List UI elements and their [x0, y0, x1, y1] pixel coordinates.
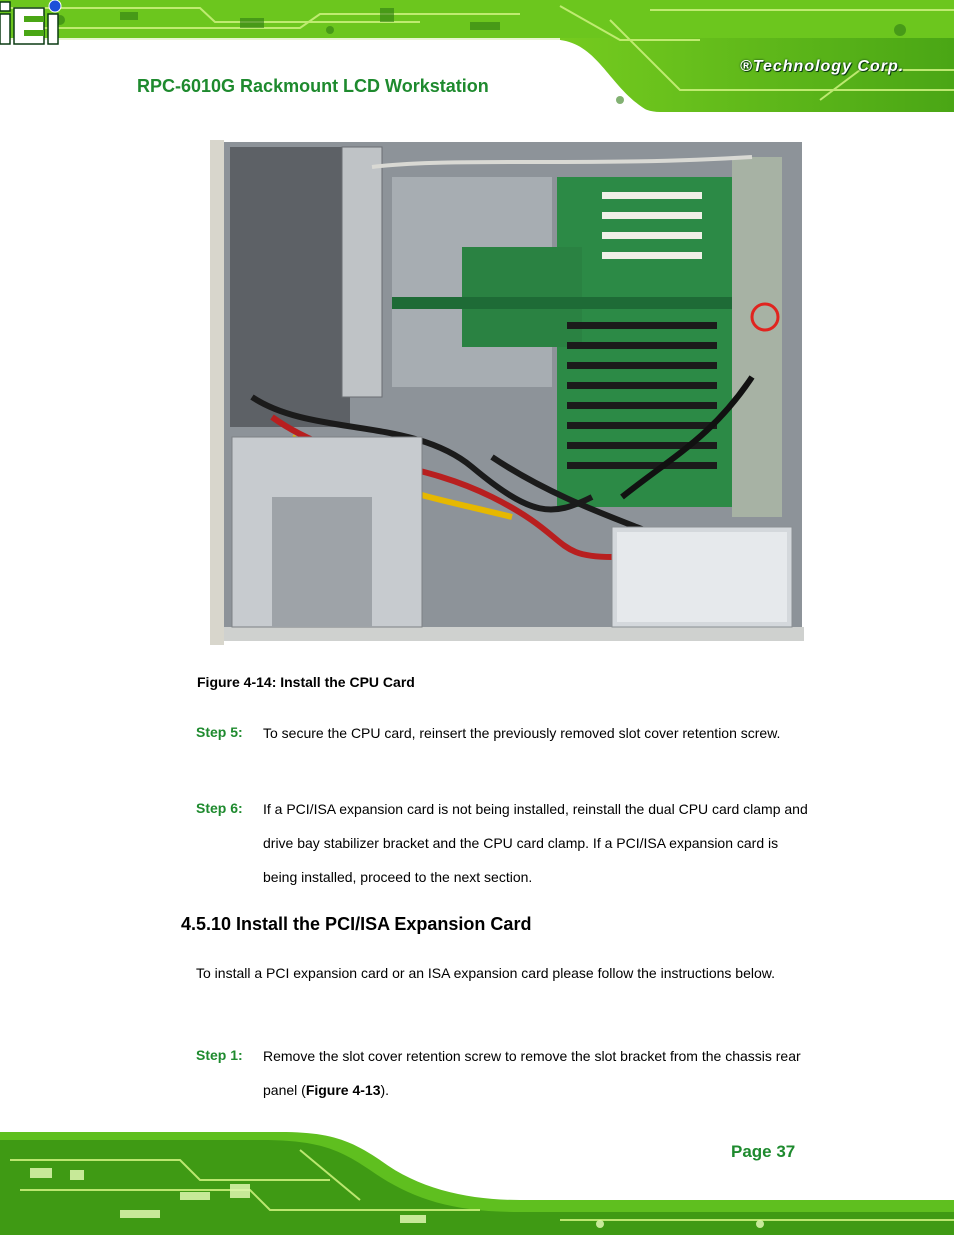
figure-reference: Figure 4-13 — [305, 1082, 381, 1098]
document-title: RPC-6010G Rackmount LCD Workstation — [137, 76, 489, 96]
step-text: To secure the CPU card, reinsert the previously removed slot cover retention screw. — [263, 725, 781, 741]
circuit-board-footer — [0, 1120, 954, 1235]
page-number: Page 37 — [731, 1142, 796, 1161]
section-heading: 4.5.10 Install the PCI/ISA Expansion Card — [181, 914, 532, 934]
page-header — [0, 0, 954, 112]
figure-caption: Figure 4-14: Install the CPU Card — [197, 674, 415, 690]
chassis-photo — [192, 137, 807, 647]
step-text — [263, 1039, 808, 1107]
step-label: Step 1: — [196, 1047, 243, 1063]
logo-tagline: ®Technology Corp. — [740, 58, 905, 75]
iei-logo — [0, 0, 72, 48]
step-label: Step 5: — [196, 724, 243, 740]
step-text-part: Remove the slot cover retention screw to remove the slot bracket from the chassis rear panel ( — [263, 1048, 801, 1098]
page-footer — [0, 1120, 954, 1235]
step-text-part: ). — [380, 1082, 390, 1098]
step-label: Step 6: — [196, 800, 243, 816]
section-intro: To install a PCI expansion card or an ISA expansion card please follow the instructions below. — [196, 965, 775, 981]
step-text: If a PCI/ISA expansion card is not being installed, reinstall the dual CPU card clamp and drive bay stabilizer bracket and the CPU card clamp. If a PCI/ISA expansion card is being installed, proceed to the next section. — [263, 801, 808, 885]
